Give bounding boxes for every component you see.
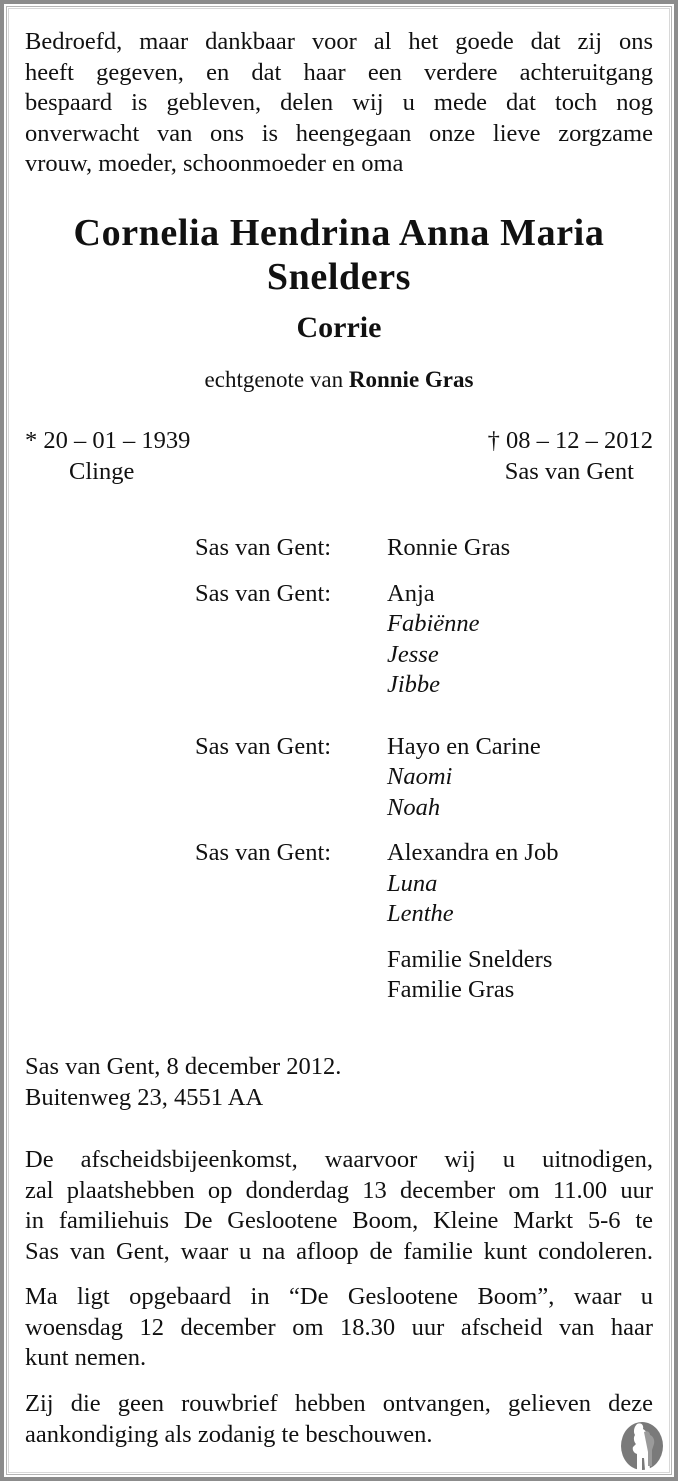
viewing-line: kunt nemen. (25, 1344, 147, 1371)
spouse-prefix: echtgenote van (204, 367, 344, 392)
embracing-figures-logo-icon (619, 1420, 665, 1472)
death-date: 08 – 12 – 2012 (506, 427, 653, 454)
family-group (195, 732, 635, 824)
grandchild: Jibbe (387, 671, 441, 698)
grandchild: Lenthe (387, 900, 454, 927)
deceased-full-name (25, 211, 653, 299)
family-location: Sas van Gent: (195, 534, 332, 561)
family-location (195, 945, 387, 1006)
family-list (195, 533, 635, 1021)
intro-paragraph (25, 27, 653, 180)
death-cross-icon: † (487, 427, 500, 454)
family-member: Hayo en Carine (387, 732, 541, 760)
family-member: Alexandra en Job (387, 839, 559, 866)
family-member: Ronnie Gras (387, 534, 511, 561)
viewing-line: woensdag 12 december om 18.30 uur afscheid van haar (25, 1313, 653, 1341)
deceased-nickname: Corrie (296, 311, 382, 344)
birth-star-icon: * (25, 427, 38, 454)
notice-paragraph (25, 1389, 653, 1450)
death-place: Sas van Gent (504, 458, 634, 485)
spouse-name: Ronnie Gras (348, 367, 474, 392)
grandchild: Luna (387, 869, 438, 897)
family-group (195, 945, 635, 1006)
ceremony-line: Sas van Gent, waar u na afloop de familie kunt condoleren. (25, 1237, 653, 1265)
family-member: Anja (387, 579, 435, 607)
viewing-paragraph (25, 1282, 653, 1374)
family-member: Familie Snelders (387, 945, 553, 973)
family-group (195, 838, 635, 930)
death-info (488, 425, 653, 487)
family-location: Sas van Gent: (195, 839, 332, 866)
place-date: Sas van Gent, 8 december 2012. (25, 1053, 342, 1080)
grandchild: Noah (387, 793, 441, 821)
notice-line: Zij die geen rouwbrief hebben ontvangen, gelieven deze (25, 1390, 653, 1417)
intro-line: vrouw, moeder, schoonmoeder en oma (25, 150, 404, 177)
family-member: Familie Gras (387, 976, 515, 1003)
family-group (195, 533, 635, 564)
intro-line: Bedroefd, maar dankbaar voor al het goede dat zij ons (25, 28, 653, 55)
ceremony-line: De afscheidsbijeenkomst, waarvoor wij u uitnodigen, (25, 1146, 653, 1173)
ceremony-line: zal plaatshebben op donderdag 13 december om 11.00 uur (25, 1176, 653, 1204)
intro-line: onverwacht van ons is heengegaan onze lieve zorgzame (25, 119, 653, 147)
family-location: Sas van Gent: (195, 579, 332, 607)
address: Buitenweg 23, 4551 AA (25, 1083, 264, 1111)
viewing-line: Ma ligt opgebaard in “De Geslootene Boom”, waar u (25, 1283, 653, 1310)
grandchild: Fabiënne (387, 610, 480, 637)
name-line-2: Snelders (266, 256, 412, 298)
notice-line: aankondiging als zodanig te beschouwen. (25, 1420, 433, 1448)
name-line-1: Cornelia Hendrina Anna Maria (73, 212, 605, 254)
birth-place: Clinge (69, 458, 135, 485)
ceremony-paragraph (25, 1145, 653, 1267)
intro-line: heeft gegeven, en dat haar een verdere achteruitgang (25, 58, 653, 86)
grandchild: Naomi (387, 763, 453, 790)
intro-line: bespaard is gebleven, delen wij u mede dat toch nog (25, 89, 653, 116)
birth-date: 20 – 01 – 1939 (43, 427, 191, 454)
birth-info (25, 425, 190, 487)
grandchild: Jesse (387, 640, 439, 668)
spouse-line (25, 365, 653, 395)
ceremony-line: in familiehuis De Geslootene Boom, Kleine Markt 5-6 te (25, 1207, 653, 1234)
family-group (195, 579, 635, 701)
place-and-address (25, 1052, 653, 1113)
family-location: Sas van Gent: (195, 732, 332, 760)
